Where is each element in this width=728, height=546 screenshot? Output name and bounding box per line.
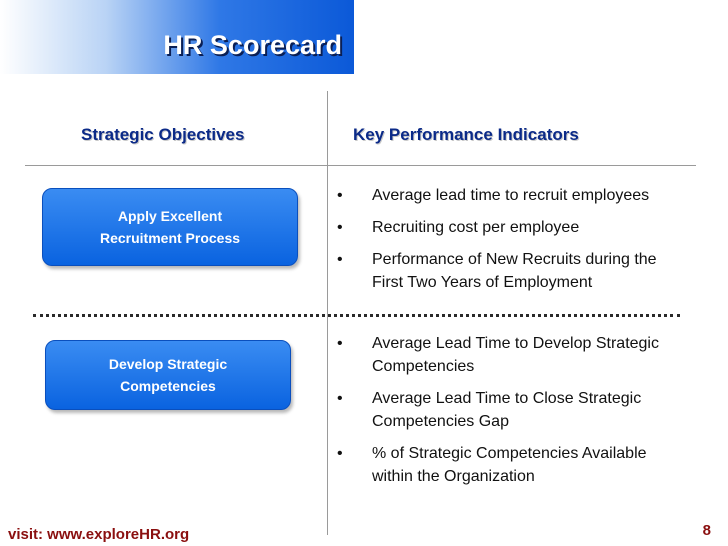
kpi-item (337, 248, 717, 294)
bullet-icon: • (337, 187, 343, 204)
page-title: HR Scorecard (163, 30, 342, 60)
kpi-list-recruitment (337, 184, 717, 303)
kpi-list-competencies (337, 332, 717, 497)
kpi-text-line: First Two Years of Employment (372, 274, 593, 291)
objective-line: Apply Excellent (117, 208, 223, 224)
kpi-text-line: Competencies Gap (372, 413, 509, 430)
kpi-text-line: Performance of New Recruits during the (372, 251, 657, 268)
kpi-text-line: Average Lead Time to Develop Strategic (372, 335, 659, 352)
bullet-icon: • (337, 219, 343, 236)
kpi-text-line: Average lead time to recruit employees (372, 187, 650, 204)
kpi-item (337, 442, 717, 488)
kpi-text-line: Competencies (372, 358, 475, 375)
header-divider (25, 165, 696, 166)
kpi-item (337, 216, 717, 239)
kpi-text-line: Recruiting cost per employee (372, 219, 580, 236)
kpi-item (337, 184, 717, 207)
objective-develop-strategic-competencies (45, 340, 291, 410)
vertical-divider (327, 91, 328, 535)
page-number: 8 (702, 522, 711, 539)
kpi-text-line: % of Strategic Competencies Available (372, 445, 647, 462)
objective-line: Competencies (120, 378, 216, 394)
bullet-icon: • (337, 390, 343, 407)
footer-url: visit: www.exploreHR.org (8, 526, 190, 543)
kpi-text-line: Average Lead Time to Close Strategic (372, 390, 642, 407)
kpi-item (337, 387, 717, 433)
objective-line: Develop Strategic (108, 356, 228, 372)
kpi-item (337, 332, 717, 378)
title-banner (0, 0, 354, 74)
bullet-icon: • (337, 445, 343, 462)
bullet-icon: • (337, 335, 343, 352)
bullet-icon: • (337, 251, 343, 268)
kpi-header: Key Performance Indicators (353, 125, 579, 144)
kpi-text-line: within the Organization (372, 468, 535, 485)
strategic-objectives-header: Strategic Objectives (81, 125, 245, 144)
section-divider (33, 314, 680, 317)
objective-line: Recruitment Process (99, 230, 241, 246)
objective-apply-excellent-recruitment (42, 188, 298, 266)
